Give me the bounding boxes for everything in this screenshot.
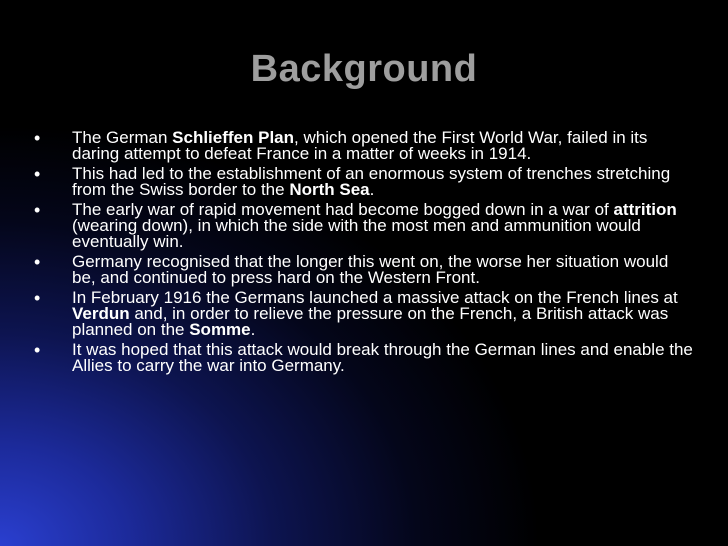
bullet-dot-icon: • — [34, 200, 41, 220]
bullet-emphasis: North Sea — [289, 180, 370, 199]
bullet-dot-icon: • — [34, 288, 41, 308]
bullet-text — [72, 164, 670, 199]
bullet-list — [30, 130, 695, 378]
bullet-emphasis: Verdun — [72, 304, 130, 323]
bullet-item — [30, 202, 695, 250]
bullet-text-run: This had led to the establishment of an enormous system of trenches stretching from the Swiss border to the — [72, 164, 671, 199]
bullet-text — [72, 200, 677, 251]
slide-title: Background — [250, 48, 478, 90]
bullet-dot-icon: • — [34, 340, 41, 360]
bullet-dot-icon: • — [34, 164, 41, 184]
bullet-text-run: It was hoped that this attack would break through the German lines and enable the Allies to carry the war into Germany. — [72, 340, 693, 375]
bullet-text-run: . — [250, 320, 256, 339]
bullet-text-run: . — [369, 180, 375, 199]
bullet-text — [72, 252, 668, 287]
bullet-item — [30, 166, 695, 198]
bullet-text-run: The German — [72, 128, 173, 147]
bullet-text-run: and, in order to relieve the pressure on the French, a British attack was planned on the — [72, 304, 669, 339]
bullet-item — [30, 290, 695, 338]
bullet-emphasis: Somme — [189, 320, 251, 339]
bullet-emphasis: attrition — [613, 200, 677, 219]
bullet-item — [30, 130, 695, 162]
bullet-emphasis: Schlieffen Plan — [172, 128, 295, 147]
bullet-text-run: The early war of rapid movement had become bogged down in a war of — [72, 200, 614, 219]
bullet-item — [30, 342, 695, 374]
bullet-dot-icon: • — [34, 252, 41, 272]
bullet-text-run: , which opened the First World War, failed in its daring attempt to defeat France in a matter of weeks in 1914. — [72, 128, 648, 163]
bullet-text — [72, 128, 647, 163]
bullet-text — [72, 340, 693, 375]
bullet-item — [30, 254, 695, 286]
bullet-text — [72, 288, 678, 339]
bullet-text-run: (wearing down), in which the side with the most men and ammunition would eventually win. — [72, 216, 641, 251]
bullet-text-run: In February 1916 the Germans launched a massive attack on the French lines at — [72, 288, 678, 307]
bullet-text-run: Germany recognised that the longer this went on, the worse her situation would be, and continued to press hard on the Western Front. — [72, 252, 669, 287]
bullet-dot-icon: • — [34, 128, 41, 148]
